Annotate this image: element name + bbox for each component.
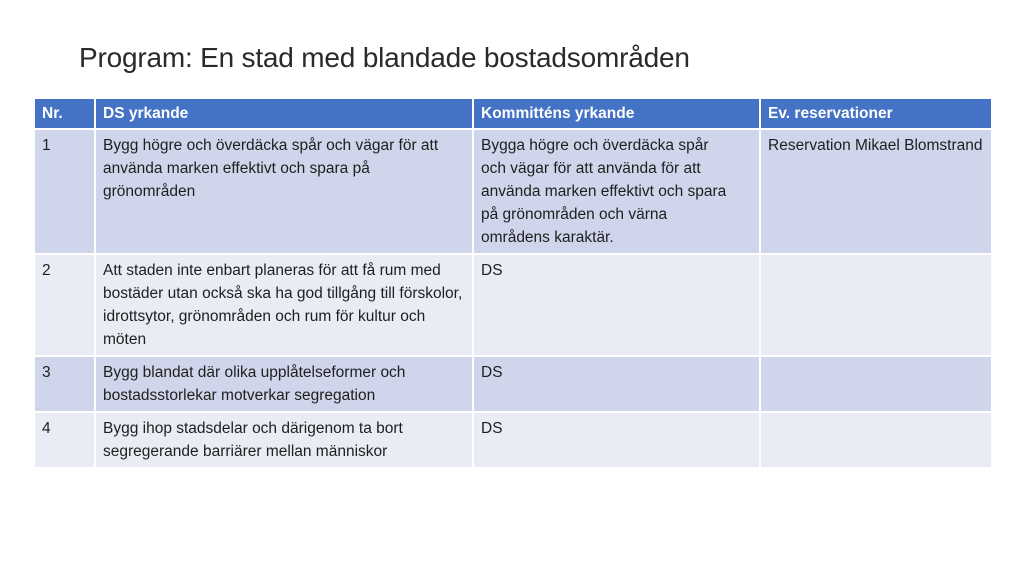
cell-nr: 2	[34, 254, 95, 356]
table-row	[34, 254, 992, 356]
table-row	[34, 356, 992, 412]
cell-nr: 3	[34, 356, 95, 412]
cell-nr: 1	[34, 129, 95, 254]
cell-reservation: Reservation Mikael Blomstrand	[760, 129, 992, 254]
slide-title: Program: En stad med blandade bostadsområden	[79, 42, 690, 73]
cell-reservation	[760, 412, 992, 468]
header-reservationer: Ev. reservationer	[760, 98, 992, 129]
header-kommittens-yrkande: Kommitténs yrkande	[473, 98, 760, 129]
cell-reservation	[760, 254, 992, 356]
cell-ds-yrkande: Bygg högre och överdäcka spår och vägar för att använda marken effektivt och spara på grönområden	[95, 129, 473, 254]
table-row	[34, 129, 992, 254]
table-header-row	[34, 98, 992, 129]
cell-nr: 4	[34, 412, 95, 468]
header-nr: Nr.	[34, 98, 95, 129]
cell-ds-yrkande: Att staden inte enbart planeras för att få rum med bostäder utan också ska ha god tillgång till förskolor, idrottsytor, grönområden och rum för kultur och möten	[95, 254, 473, 356]
proposals-table	[33, 97, 993, 469]
cell-ds-yrkande: Bygg ihop stadsdelar och därigenom ta bort segregerande barriärer mellan människor	[95, 412, 473, 468]
table-row	[34, 412, 992, 468]
cell-kommittens-yrkande: Bygga högre och överdäcka spår och vägar för att använda för att använda marken effektivt och spara på grönområden och värna områdens karaktär.	[473, 129, 760, 254]
cell-kommittens-yrkande: DS	[473, 412, 760, 468]
header-ds-yrkande: DS yrkande	[95, 98, 473, 129]
cell-reservation	[760, 356, 992, 412]
cell-kommittens-yrkande: DS	[473, 254, 760, 356]
cell-kommittens-yrkande: DS	[473, 356, 760, 412]
cell-ds-yrkande: Bygg blandat där olika upplåtelseformer och bostadsstorlekar motverkar segregation	[95, 356, 473, 412]
